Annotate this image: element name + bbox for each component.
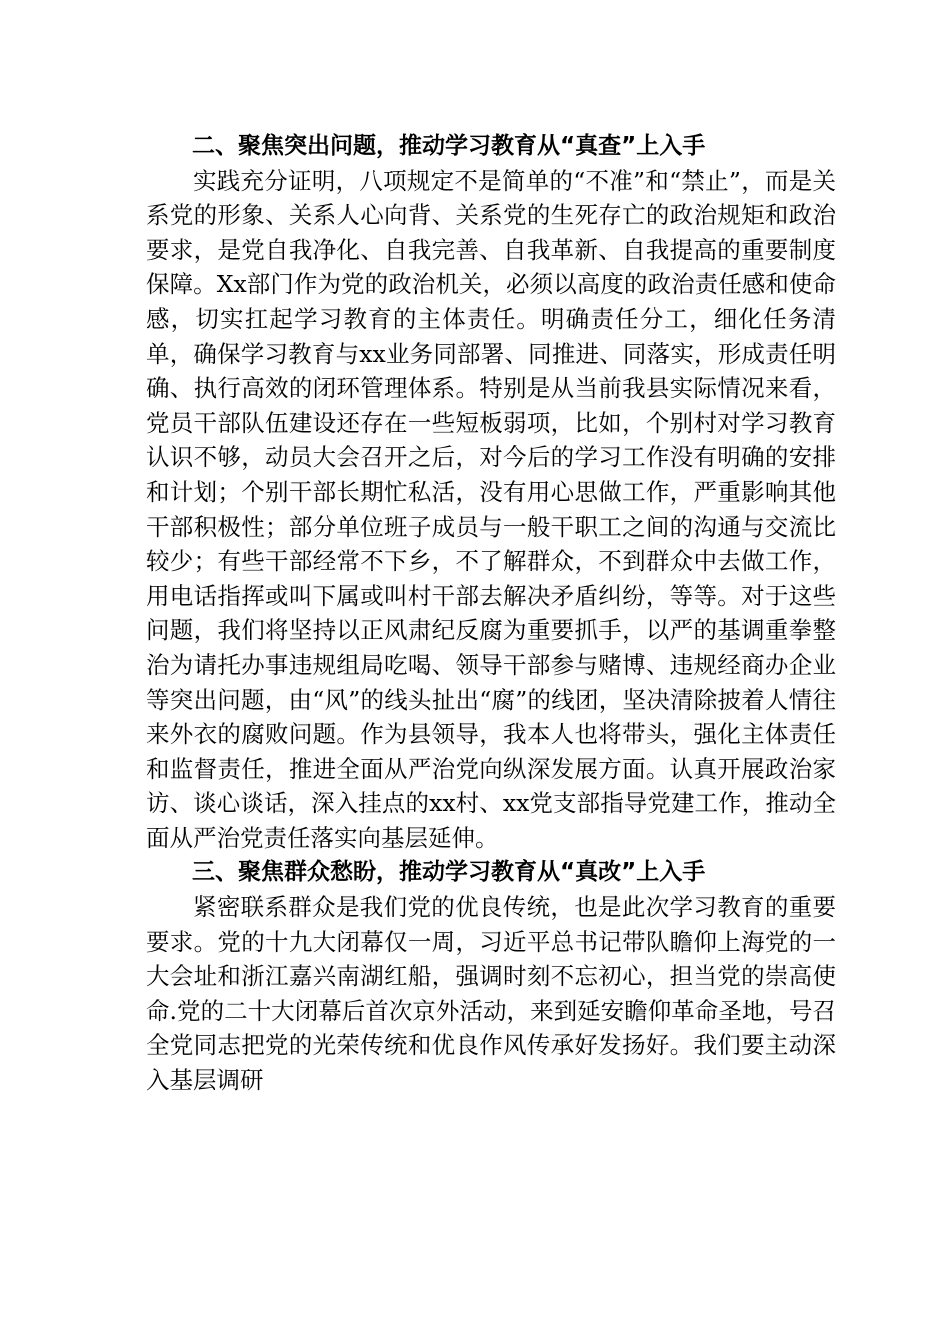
section-3-paragraph: 紧密联系群众是我们党的优良传统，也是此次学习教育的重要要求。党的十九大闭幕仅一周，习近平总书记带队瞻仰上海党的一大会址和浙江嘉兴南湖红船，强调时刻不忘初心，担当党的崇高使命.党的二十大闭幕后首次京外活动，来到延安瞻仰革命圣地，号召全党同志把党的光荣传统和优良作风传承好发扬好。我们要主动深入基层调研 bbox=[146, 893, 836, 1095]
section-2-heading: 二、聚焦突出问题，推动学习教育从“真查”上入手 bbox=[192, 133, 706, 159]
section-3-heading: 三、聚焦群众愁盼，推动学习教育从“真改”上入手 bbox=[192, 859, 706, 886]
section-2-paragraph: 实践充分证明，八项规定不是简单的“不准”和“禁止”，而是关系党的形象、关系人心向背、关系党的生死存亡的政治规矩和政治要求，是党自我净化、自我完善、自我革新、自我提高的重要制度保障。Xx部门作为党的政治机关，必须以高度的政治责任感和使命感，切实扛起学习教育的主体责任。明确责任分工，细化任务清单，确保学习教育与xx业务同部署、同推进、同落实，形成责任明确、执行高效的闭环管理体系。特别是从当前我县实际情况来看，党员干部队伍建设还存在一些短板弱项，比如，个别村对学习教育认识不够，动员大会召开之后，对今后的学习工作没有明确的安排和计划；个别干部长期忙私活，没有用心思做工作，严重影响其他干部积极性；部分单位班子成员与一般干职工之间的沟通与交流比较少；有些干部经常不下乡，不了解群众，不到群众中去做工作，用电话指挥或叫下属或叫村干部去解决矛盾纠纷，等等。对于这些问题，我们将坚持以正风肃纪反腐为重要抓手，以严的基调重拳整治为请托办事违规组局吃喝、领导干部参与赌博、违规经商办企业等突出问题，由“风”的线头扯出“腐”的线团，坚决清除披着人情往来外衣的腐败问题。作为县领导，我本人也将带头，强化主体责任和监督责任，推进全面从严治党向纵深发展方面。认真开展政治家访、谈心谈话，深入挂点的xx村、xx党支部指导党建工作，推动全面从严治党责任落实向基层延伸。 bbox=[146, 166, 836, 852]
document-page bbox=[146, 129, 836, 1098]
